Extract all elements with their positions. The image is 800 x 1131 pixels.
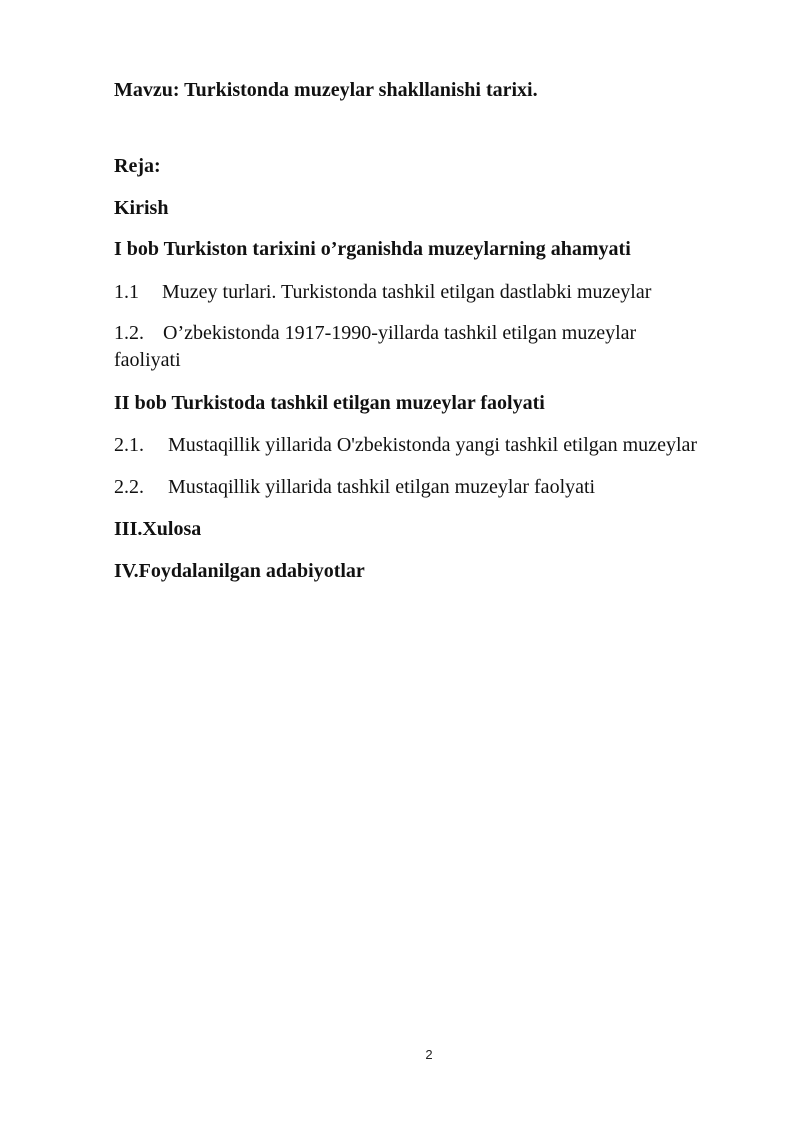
chapter-2-heading: II bob Turkistoda tashkil etilgan muzeylar faolyati xyxy=(114,392,545,414)
toc-item-number: 1.1 xyxy=(114,281,139,303)
plan-heading: Reja: xyxy=(114,155,161,177)
toc-item-2-2 xyxy=(114,476,595,498)
toc-item-text: Mustaqillik yillarida O'zbekistonda yangi tashkil etilgan muzeylar xyxy=(168,434,698,456)
toc-item-1-1 xyxy=(114,281,651,303)
toc-item-text: O’zbekistonda 1917-1990-yillarda tashkil etilgan muzeylar xyxy=(163,322,637,344)
toc-item-number: 2.1. xyxy=(114,434,144,456)
page-number: 2 xyxy=(425,1047,433,1062)
toc-item-text: Muzey turlari. Turkistonda tashkil etilgan dastlabki muzeylar xyxy=(162,281,652,303)
toc-item-number: 2.2. xyxy=(114,476,144,498)
toc-item-1-2-continuation: faoliyati xyxy=(114,349,181,371)
intro-heading: Kirish xyxy=(114,197,169,219)
conclusion-heading: III.Xulosa xyxy=(114,518,202,540)
toc-item-1-2 xyxy=(114,322,636,344)
toc-item-text: Mustaqillik yillarida tashkil etilgan muzeylar faolyati xyxy=(168,476,596,498)
chapter-1-heading: I bob Turkiston tarixini o’rganishda muzeylarning ahamyati xyxy=(114,238,631,260)
topic-title: Mavzu: Turkistonda muzeylar shakllanishi tarixi. xyxy=(114,79,538,101)
toc-item-number: 1.2. xyxy=(114,322,144,344)
toc-item-2-1 xyxy=(114,434,697,456)
references-heading: IV.Foydalanilgan adabiyotlar xyxy=(114,560,365,582)
